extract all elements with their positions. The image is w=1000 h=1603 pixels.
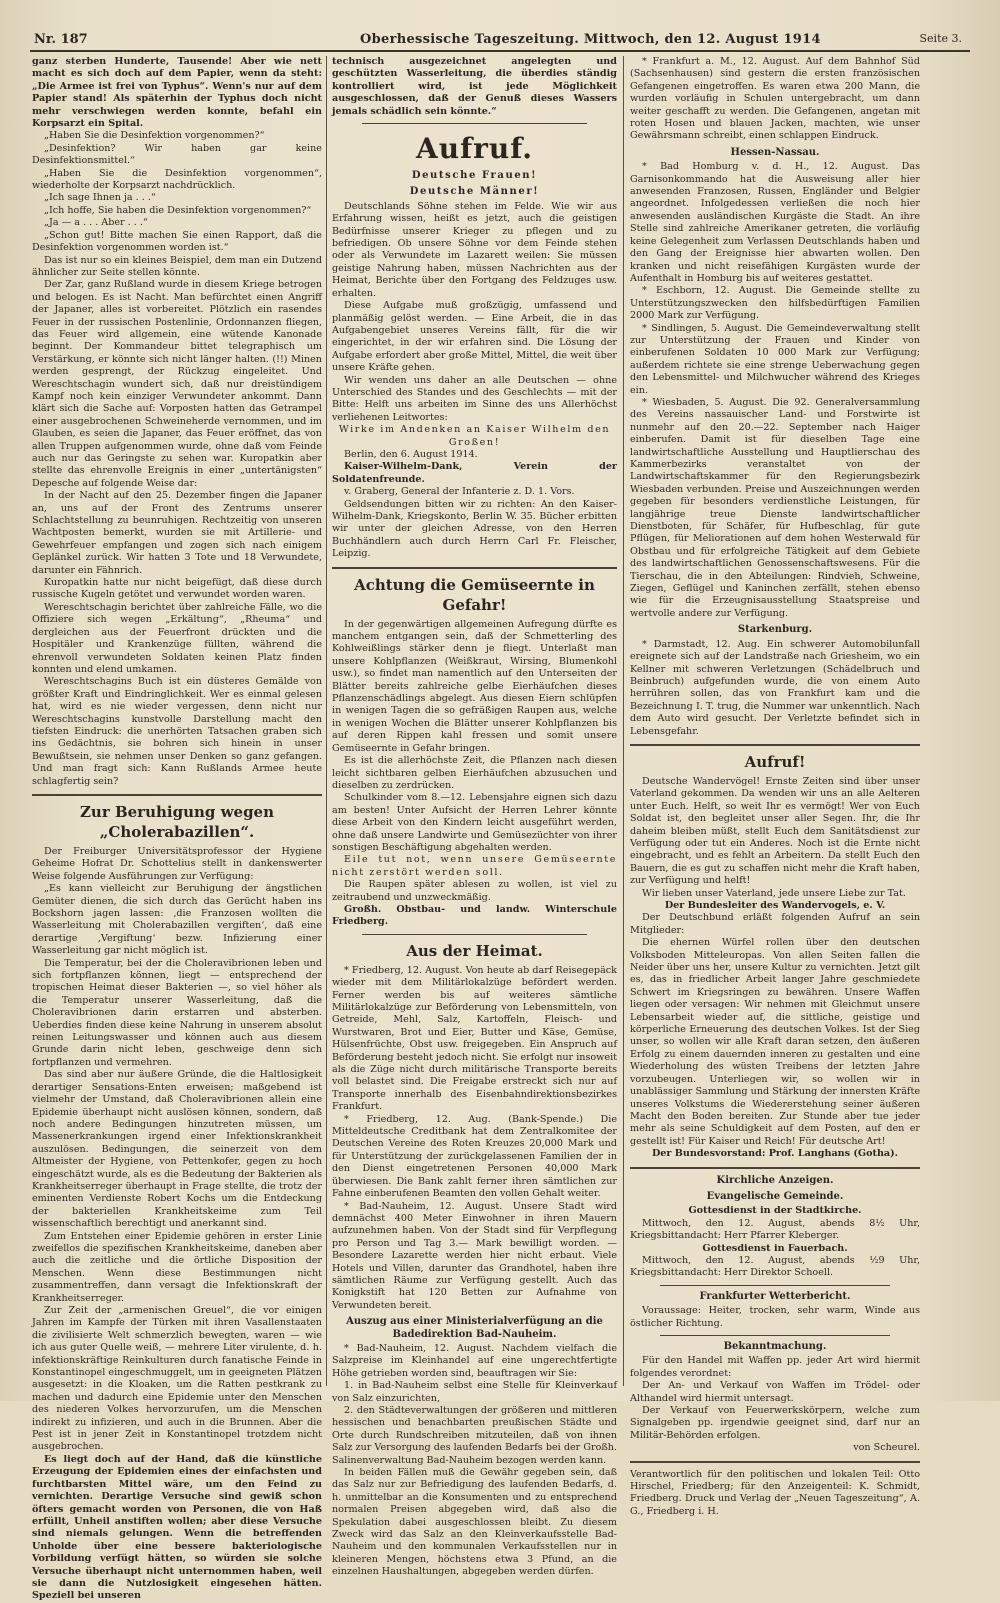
section-heading: Frankfurter Wetterbericht.	[699, 1290, 851, 1302]
paragraph: Mittwoch, den 12. August, abends 8½ Uhr, Kriegsbittandacht: Herr Pfarrer Kleberger.	[630, 1217, 920, 1242]
imprint: Verantwortlich für den politischen und lokalen Teil: Otto Hirschel, Friedberg; für den Anzeigenteil: K. Schmidt, Friedberg. Druck und Verlag der „Neuen Tageszeitung“, A. G., Friedberg i. H.	[630, 1468, 920, 1517]
signature: Der Bundesvorstand: Prof. Langhans (Gotha).	[651, 1148, 899, 1160]
paragraph: „Haben Sie die Desinfektion vorgenommen?“	[44, 130, 265, 142]
paragraph: „Desinfektion? Wir haben gar keine Desinfektionsmittel.“	[32, 142, 322, 167]
section-heading: Evangelische Gemeinde.	[706, 1190, 844, 1202]
masthead-rule	[30, 50, 970, 52]
paragraph: * Friedberg, 12. Aug. (Bank-Spende.) Die Mitteldeutsche Creditbank hat dem Zentralkomitee der Deutschen Vereine des Roten Kreuzes 20,000 Mark und für Unterstützung der zurückgelassenen Familien der in den Dienst eingetretenen Personen 40,000 Mark überwiesen. Die Bank zahlt ferner ihren sämtlichen zur Fahne einberufenen Beamten den vollen Gehalt weiter.	[332, 1113, 617, 1200]
paragraph: Wir wenden uns daher an alle Deutschen — ohne Unterschied des Standes und des Geschlechts — mit der Bitte: Helft uns arbeiten im Sinne des uns Allerhöchst verliehenen Leitwortes:	[332, 374, 617, 423]
divider	[362, 934, 587, 935]
masthead	[30, 30, 970, 52]
paragraph: Geldsendungen bitten wir zu richten: An den Kaiser-Wilhelm-Dank, Kriegskonto, Berlin W. 35. Bücher erbitten wir unter der gleichen Adresse, von den Herren Buchhändlern auch durch Herrn Carl Fr. Fleischer, Leipzig.	[332, 498, 617, 560]
article-headline: Aufruf!	[744, 752, 806, 771]
paragraph: In der Nacht auf den 25. Dezember fingen die Japaner an, uns auf der Front des Zentrums unserer Schlachtstellung zu beunruhigen. Rechtzeitig von unseren Wachtposten bemerkt, wurden sie mit Artillerie- und Gewehrfeuer empfangen und zogen sich nach einigem Geplänkel zurück. Wir hatten 3 Tote und 18 Verwundete, darunter ein Fähnrich.	[32, 490, 322, 576]
paragraph: Der Verkauf von Feuerwerkskörpern, welche zum Signalgeben pp. irgendwie geeignet sind, darf nur an Militär-Behörden erfolgen.	[630, 1405, 920, 1441]
section-heading: Hessen-Nassau.	[730, 146, 820, 158]
subheading: Deutsche Männer!	[409, 186, 540, 198]
paragraph: In beiden Fällen muß die Gewähr gegeben sein, daß das Salz nur zur Befriedigung des laufenden Bedarfs, d. h. unmittelbar an die Konsumenten und zu entsprechend normalen Preisen abgegeben wird, daß also die Spekulation dabei ausgeschlossen bleibt. Zu diesem Zweck wird das Salz an den Kleinverkaufsstelle Bad-Nauheim und den kommunalen Verkaufsstellen nur in kleineren Mengen, höchstens etwa 3 Pfund, an die einzelnen Haushaltungen, abgegeben werden dürfen.	[332, 1467, 617, 1578]
paragraph: * Frankfurt a. M., 12. August. Auf dem Bahnhof Süd (Sachsenhausen) sind gestern die ersten französischen Gefangenen eingetroffen. Es waren etwa 200 Mann, die wurden vorläufig in Schulen untergebracht, um dann weiter geschafft zu werden. Die Gefangenen, angetan mit roten Hosen und blauen Jacken, machten, wie unser Gewährsmann schreibt, einen schlappen Eindruck.	[630, 56, 920, 142]
motto: Wirke im Andenken an Kaiser Wilhelm den Großen!	[338, 424, 611, 448]
paragraph: Zum Entstehen einer Epidemie gehören in erster Linie zweifellos die spezifischen Krankheitskeime, daneben aber auch die zeitliche und die örtliche Disposition der Menschen. Wenn diese Bestimmungen nicht zusammentreffen, dann versagt die Infektionskraft der Krankheitserreger.	[32, 1230, 322, 1304]
section-heading: Starkenburg.	[737, 624, 813, 636]
article-headline: Aus der Heimat.	[406, 941, 543, 960]
paragraph: * Eschborn, 12. August. Die Gemeinde stellte zu Unterstützungszwecken den hilfsbedürftigen Familien 2000 Mark zur Verfügung.	[630, 285, 920, 322]
paragraph: Wereschtschagins Buch ist ein düsteres Gemälde von größter Kraft und Eindringlichkeit. Wer es einmal gelesen hat, wird es nie wieder vergessen, denn nicht nur Wereschtschagins kunstvolle Darstellung macht den tiefsten Eindruck: die unerhörten Tatsachen graben sich ins Gedächtnis, sie bohren sich hinein in unser Bewußtsein, sie nehmen unser Denken so ganz gefangen. Und man fragt sich: Kann Rußlands Armee heute schlagfertig sein?	[32, 676, 322, 787]
paragraph: * Friedberg, 12. August. Von heute ab darf Reisegepäck wieder mit dem Militärlokalzüge befördert werden. Ferner werden bis auf weiteres sämtliche Militärlokalzüge zur Beförderung von Lebensmitteln, von Getreide, Mehl, Salz, Kartoffeln, Fleisch- und Wurstwaren, Brot und Eier, Butter und Käse, Gemüse, Hülsenfrüchte, Obst usw. freigegeben. Ein Anspruch auf Beförderung besteht jedoch nicht. Sie erfolgt nur insoweit als die Züge nicht durch militärische Transporte bereits voll belastet sind. Die Freigabe erstreckt sich nur auf Transporte innerhalb des Eisenbahndirektionsbezirkes Frankfurt.	[332, 964, 617, 1113]
section-heading: Bekanntmachung.	[723, 1341, 827, 1352]
paragraph: Schulkinder vom 8.—12. Lebensjahre eignen sich dazu am besten! Unter Aufsicht der Herren Lehrer könnte diese Arbeit von den Kindern leicht ausgeführt werden, ohne daß unsere Landwirte und Gemüsezüchter von ihrer sonstigen Beschäftigung abgehalten werden.	[332, 792, 617, 853]
paragraph: Kuropatkin hatte nur nicht beigefügt, daß diese durch russische Kugeln getötet und verwundet worden waren.	[32, 577, 322, 601]
subheading: Auszug aus einer Ministerialverfügung an die Badedirektion Bad-Nauheim.	[346, 1316, 603, 1340]
paragraph: Voraussage: Heiter, trocken, sehr warm, Winde aus östlicher Richtung.	[630, 1305, 920, 1329]
paragraph: 1. in Bad-Nauheim selbst eine Stelle für Kleinverkauf von Salz einzurichten,	[332, 1380, 617, 1404]
divider	[660, 1285, 890, 1286]
paragraph: „Ich sage Ihnen ja . . .“	[44, 192, 156, 204]
page-label: Seite 3.	[919, 32, 962, 45]
paragraph: Es liegt doch auf der Hand, daß die künstliche Erzeugung der Epidemien eines der einfachsten und furchtbarsten Mittel wäre, um den Feind zu vernichten. Derartige Versuche sind gewiß schon öfters gemacht worden von Personen, die von Haß erfüllt, Unheil anstiften wollen; aber diese Versuche sind niemals gelungen. Wenn die betreffenden Unholde über eine bessere bakteriologische Vorbildung verfügt hätten, so würden sie solche Versuche überhaupt nicht unternommen haben, weil sie dann die Nutzlosigkeit eingesehen hätten. Speziell bei unseren	[32, 1453, 322, 1602]
paragraph: Die ehernen Würfel rollen über den deutschen Volksboden Mitteleuropas. Von allen Seiten fallen die Neider über uns her, unsere Kultur zu vernichten. Jetzt gilt es, das in friedlicher Arbeit langer Jahre geschmiedete Schwert im Kriegsringen zu bewähren. Unsere Waffen liegen oder versagen: Wir nehmen mit Gleichmut unsere Lebensarbeit wieder auf, die sittliche, geistige und körperliche Erneuerung des deutschen Volkes. Ist der Sieg unser, so wollen wir alle Kraft daran setzen, den äußeren Erfolg zu einem dauernden inneren zu gestalten und eine Wiederholung des wüsten Treibens der letzten Jahre vorzubeugen. Unterliegen wir, so wollen wir in unablässiger Sammlung und Stärkung der innersten Kräfte unseres Volkstums die Wiedererstehung seiner äußeren Macht den Boden bereiten. Zur Stunde aber tue jeder mehr als seine Schuldigkeit auf dem Posten, auf den er gestellt ist! Für Kaiser und Reich! Für deutsche Art!	[630, 937, 920, 1147]
paragraph: „Ich hoffe, Sie haben die Desinfektion vorgenommen?“	[44, 204, 312, 216]
paragraph: ganz sterben Hunderte, Tausende! Aber wie nett macht es sich doch auf dem Papier, wenn da steht: „Die Armee ist frei von Typhus“. Wenn's nur auf dem Papier stand! Als späterhin der Typhus doch nicht mehr verschwiegen werden konnte, befahl ein Korpsarzt ein Spital.	[32, 56, 322, 130]
article-headline: Aufruf.	[415, 132, 534, 166]
column-2	[332, 56, 617, 1578]
paragraph: Der Zar, ganz Rußland wurde in diesem Kriege betrogen und belogen. Es ist Nacht. Man befürchtet einen Angriff der Japaner, alles ist vorbereitet. Plötzlich ein rasendes Feuer in der russischen Postenlinie, Ordonnanzen fliegen, das Feuer wird allgemein, eine wütende Kanonade beginnt. Der Kommandeur bittet telegraphisch um Verstärkung, er könnte sich nicht länger halten. (!!) Minen werden gesprengt, der Rückzug eingeleitet. Und Wereschtschagin wundert sich, daß nur dreistündigem Kampf noch kein einziger Verwundeter ankommt. Dann klärt sich die Sache auf: Vorposten hatten das Getrampel einer ausgebrochenen Schweineherde vernommen, und im Glauben, es seien die Japaner, das Feuer eröffnet, das von allen Truppen aufgenommen wurde, ohne daß vom Feinde auch nur das Geringste zu sehen war. Kuropatkin aber stellte das ehrenvolle Ereignis in einer „untertänigsten“ Depesche auf folgende Weise dar:	[32, 279, 322, 489]
divider	[630, 1461, 920, 1463]
paragraph: Berlin, den 6. August 1914.	[344, 448, 478, 460]
paragraph: technisch ausgezeichnet angelegten und geschützten Wasserleitung, die überdies ständig kontrolliert wird, ist jede Möglichkeit ausgeschlossen, daß der Genuß dieses Wassers jemals schädlich sein könnte.“	[332, 56, 617, 117]
masthead-title: Oberhessische Tageszeitung. Mittwoch, den 12. August 1914	[360, 32, 821, 47]
paragraph: * Bad-Nauheim, 12. August. Nachdem vielfach die Salzpreise im Kleinhandel auf eine ungerechtfertigte Höhe getrieben worden sind, beauftragen wir Sie:	[332, 1342, 617, 1379]
paragraph: Kaiser-Wilhelm-Dank, Verein der Soldatenfreunde.	[332, 461, 617, 485]
section-heading: Kirchliche Anzeigen.	[716, 1174, 834, 1186]
divider	[630, 1167, 920, 1169]
paragraph: Gottesdienst in Fauerbach.	[702, 1242, 848, 1254]
divider	[630, 744, 920, 746]
paragraph: Zur Zeit der „armenischen Greuel“, die vor einigen Jahren im Kampfe der Türken mit ihren Vasallenstaaten die zivilisierte Welt schmerzlich bewegten, waren — wie ich aus guter Quelle weiß, — mehrere Liter virulente, d. h. infektionskräftige Reinkulturen durch fanatische Feinde in Konstantinopel eingeschmuggelt, um in geeigneten Plätzen ausgesetzt: in die Kloaken, um die Ratten pestkrank zu machen und dadurch eine Epidemie unter den Menschen des niederen Volkes hervorzurufen, um die Menschen indirekt zu infizieren, und auch in die Brunnen. Aber die Pest ist in jener Zeit in Konstantinopel trotzdem nicht ausgebrochen.	[32, 1305, 322, 1453]
paragraph: Der Deutschbund erläßt folgenden Aufruf an sein Mitglieder:	[630, 912, 920, 936]
paragraph: Der An- und Verkauf von Waffen im Trödel- oder Althandel wird hiermit untersagt.	[630, 1380, 920, 1404]
paragraph: Eile tut not, wenn unsere Gemüseernte nicht zerstört werden soll.	[332, 854, 617, 878]
paragraph: Die Temperatur, bei der die Choleravibrionen leben und sich fortpflanzen können, liegt — entsprechend der tropischen Heimat dieser Bakterien —, so viel höher als die Temperatur unserer Wasserleitung, daß die Choleravibrionen darin erstarren und absterben. Ueberdies finden diese keine Nahrung in unserem absolut reinen Leitungswasser und können auch aus diesem Grunde darin nicht leben, geschweige denn sich fortpflanzen und vermehren.	[32, 957, 322, 1068]
paragraph: Das ist nur so ein kleines Beispiel, dem man ein Dutzend ähnlicher zur Seite stellen könnte.	[32, 254, 322, 278]
article-headline: Zur Beruhigung wegen „Cholerabazillen“.	[79, 802, 275, 841]
paragraph: Die Raupen später ablesen zu wollen, ist viel zu zeitraubend und unzweckmäßig.	[332, 879, 617, 903]
paragraph: Für den Handel mit Waffen pp. jeder Art wird hiermit folgendes verordnet:	[630, 1355, 920, 1379]
paragraph: „Es kann vielleicht zur Beruhigung der ängstlichen Gemüter dienen, die sich durch das Gerücht haben ins Bockshorn jagen lassen: ‚die Franzosen wollten die Wasserleitung mit Cholerabazillen vergiften‘, daß eine derartige ‚Vergiftung‘ bezw. Infizierung einer Wasserleitung gar nicht möglich ist.	[32, 883, 322, 957]
paragraph: * Bad-Nauheim, 12. August. Unsere Stadt wird demnächst 400 Meter Einwohner in ihren Mauern aufzunehmen haben. Von der Stadt sind für Verpflegung pro Person und Tag 3.— Mark bewilligt worden. — Besondere Lazarette werden hier nicht erbaut. Viele Hotels und Villen, darunter das Grandhotel, haben ihre sämtlichen Räume zur Verfügung gestellt. Auch das Konigkstift hat 120 Betten zur Aufnahme von Verwundeten bereit.	[332, 1200, 617, 1311]
article-headline: Achtung die Gemüseernte in Gefahr!	[354, 575, 595, 614]
column-rule	[623, 56, 624, 1386]
paragraph: * Sindlingen, 5. August. Die Gemeindeverwaltung stellt zur Unterstützung der Frauen und Kinder von einberufenen Soldaten 10 000 Mark zur Verfügung; außerdem richtete sie eine strenge Ueberwachung gegen den Lebensmittel- und Milchwucher während des Krieges ein.	[630, 322, 920, 396]
paragraph: Mittwoch, den 12. August, abends ½9 Uhr, Kriegsbittandacht: Herr Direktor Schoell.	[630, 1254, 920, 1279]
column-1	[32, 56, 322, 1602]
paragraph: Diese Aufgabe muß großzügig, umfassend und planmäßig gelöst werden. — Eine Arbeit, die in das Aufgabengebiet unseres Vereins fällt, für die wir eingerichtet, in der wir erfahren sind. Die Lösung der Aufgabe erfordert aber große Mittel, Mittel, die weit über unsere Kräfte gehen.	[332, 300, 617, 374]
paragraph: Deutschlands Söhne stehen im Felde. Wie wir aus Erfahrung wissen, heißt es jetzt, auch die geistigen Bedürfnisse unserer Krieger zu pflegen und zu befriedigen. Ob unsere Söhne vor dem Feinde stehen oder als Verwundete im Lazarett weilen: Sie müssen geistige Nahrung haben, müssen Nachrichten aus der Heimat, Berichte über den Fortgang des Feldzuges usw. erhalten.	[332, 200, 617, 299]
column-rule	[326, 56, 327, 1386]
signature: Der Bundesleiter des Wandervogels, e. V.	[664, 900, 886, 911]
subheading: Deutsche Frauen!	[411, 170, 538, 182]
signature: von Scheurel.	[853, 1442, 920, 1454]
paragraph: * Darmstadt, 12. Aug. Ein schwerer Automobilunfall ereignete sich auf der Landstraße nach Griesheim, wo ein Kellner mit schweren Verletzungen (Schädelbruch und Beinbruch) aufgefunden wurde, die von einem Auto herrühren sollen, das von Frankfurt kam und die Bezeichnung I. T. trug, die Nummer war unkenntlich. Nach dem Auto wird gesucht. Der Verletzte befindet sich in Lebensgefahr.	[630, 638, 920, 737]
paragraph: In der gegenwärtigen allgemeinen Aufregung dürfte es manchem entgangen sein, daß der Schmetterling des Kohlweißlings stärker denn je fliegt. Unterlaßt man unsere Kohlpflanzen (Weißkraut, Wirsing, Blumenkohl usw.), so findet man namentlich auf den Unterseiten der Blätter bereits zahlreiche gelbe Eierhäufchen dieses Pflanzenschädlings abgelegt. Aus diesen Eiern schlüpfen in wenigen Tagen die so gefräßigen Raupen aus, welche in wenigen Wochen die Blätter unserer Kohlpflanzen bis auf deren Rippen kahl fressen und somit unsere Gemüseernte in Gefahr bringen.	[332, 618, 617, 754]
paragraph: Es ist die allerhöchste Zeit, die Pflanzen nach diesen leicht sichtbaren gelben Eierhäufchen abzusuchen und dieselben zu zerdrücken.	[332, 755, 617, 791]
paragraph: * Bad Homburg v. d. H., 12. August. Das Garnisonkommando hat die Ausweisung aller hier anwesenden Franzosen, Russen, Engländer und Belgier angeordnet. Infolgedessen verließen die noch hier anwesenden ausländischen Kurgäste die Stadt. An ihre Stelle sind zahlreiche Amerikaner getreten, die vorläufig keine Gelegenheit zum Verlassen Deutschlands haben und den Gang der Ereignisse hier abwarten wollen. Den kranken und nicht reisefähigen Kurgästen wurde der Aufenthalt in Homburg bis auf weiteres gestattet.	[630, 161, 920, 284]
divider	[660, 1335, 890, 1336]
column-3	[630, 56, 920, 1517]
divider	[32, 794, 322, 796]
paragraph: „Haben Sie die Desinfektion vorgenommen“, wiederholte der Korpsarzt nachdrücklich.	[32, 167, 322, 192]
divider	[332, 567, 617, 569]
paragraph: Das sind aber nur äußere Gründe, die die Haltlosigkeit derartiger Sensations-Enten erweisen; maßgebend ist vielmehr der Umstand, daß Choleravibrionen allein eine Epidemie überhaupt nicht auslösen können, sondern, daß noch andere Bedingungen hinzutreten müssen, um Massenerkrankungen irgend einer Infektionskrankheit auszulösen. Bedingungen, die seinerzeit von dem Altmeister der Hygiene, von Pettenkofer, gegen zu hoch eingeschätzt wurde, als es die Bedeutung der Bakterien als Krankheitserreger überhaupt in Frage stellte, die trotz der eminenten Verdienste Robert Kochs um die Entdeckung der bakteriellen Krankheitskeime zum Teil wissenschaftlich berechtigt und anerkannt sind.	[32, 1069, 322, 1230]
page-number: Nr. 187	[34, 32, 88, 47]
paragraph: 2. den Städteverwaltungen der größeren und mittleren hessischen und benachbarten preußischen Städte und Orte durch Rundschreiben mitzuteilen, daß von ihnen Salz zur Versorgung des laufenden Bedarfs bei der Großh. Salinenverwaltung Bad-Nauheim bezogen werden kann.	[332, 1405, 617, 1466]
paragraph: Deutsche Wandervögel! Ernste Zeiten sind über unser Vaterland gekommen. Da wenden wir uns an alle Aelteren unter Euch. Helft, so weit Ihr es vermögt! Wer von Euch Soldat ist, den begleitet unser aller Segen. Ihr, die Ihr daheim bleiben müßt, stellt Euch dem Sanitätsdienst zur Verfügung oder tut ein Anderes. Noch ist die Ernte nicht eingebracht, und es fehlt an Arbeitern. Da stellt Euch den Bauern, die es gut zu schaffen nicht mehr die Kraft haben, zur Verfügung und helft!	[630, 775, 920, 887]
paragraph: Großh. Obstbau- und landw. Winterschule Friedberg.	[332, 903, 617, 928]
paragraph: Der Freiburger Universitätsprofessor der Hygiene Geheime Hofrat Dr. Schottelius stellt in dankenswerter Weise folgende Ausführungen zur Verfügung:	[32, 845, 322, 882]
divider	[362, 123, 587, 124]
paragraph: „Schon gut! Bitte machen Sie einen Rapport, daß die Desinfektion vorgenommen worden ist.“	[32, 229, 322, 254]
paragraph: „Ja — a . . . Aber . . .“	[44, 217, 148, 229]
paragraph: Wir lieben unser Vaterland, jede unsere Liebe zur Tat.	[642, 887, 906, 899]
paragraph: Gottesdienst in der Stadtkirche.	[688, 1205, 862, 1217]
paragraph: Wereschtschagin berichtet über zahlreiche Fälle, wo die Offiziere sich wegen „Erkältung“, „Rheuma“ und dergleichen aus der Feuerfront drückten und die Hospitäler und Krankenzüge füllten, während die ehrenvoll verwundeten Soldaten keinen Platz finden konnten und elend umkamen.	[32, 601, 322, 675]
paragraph: v. Graberg, General der Infanterie z. D. 1. Vors.	[344, 486, 575, 498]
paragraph: * Wiesbaden, 5. August. Die 92. Generalversammlung des Vereins nassauischer Land- und Forstwirte ist nunmehr auf den 20.—22. September nach Haiger einberufen. Damit ist für dieselben Tage eine landwirtschaftliche Ausstellung und Hauptlierschau des Kammerbezirks veranstaltet von der Landwirtschaftskammer für den Regierungsbezirk Wiesbaden verbunden. Preise und Auszeichnungen werden gegeben für besonders verdienstliche Leistungen, für langjährige treue Dienste landwirtschaftlicher Dienstboten, für Schäfer, für Hufbeschlag, für gute Pflügen, für Meliorationen auf dem hohen Westerwald für Obstbau und für erfolgreiche Tätigkeit auf dem Gebiete des landwirtschaftlichen Genossenschaftswesens. Für die Tierschau, die in den Abteilungen: Rindvieh, Schweine, Ziegen, Geflügel und Kaninchen zerfällt, stehen ebenso wie für die Erzeugnisausstellung Staatspreise und wertvolle andere zur Verfügung.	[630, 396, 920, 619]
